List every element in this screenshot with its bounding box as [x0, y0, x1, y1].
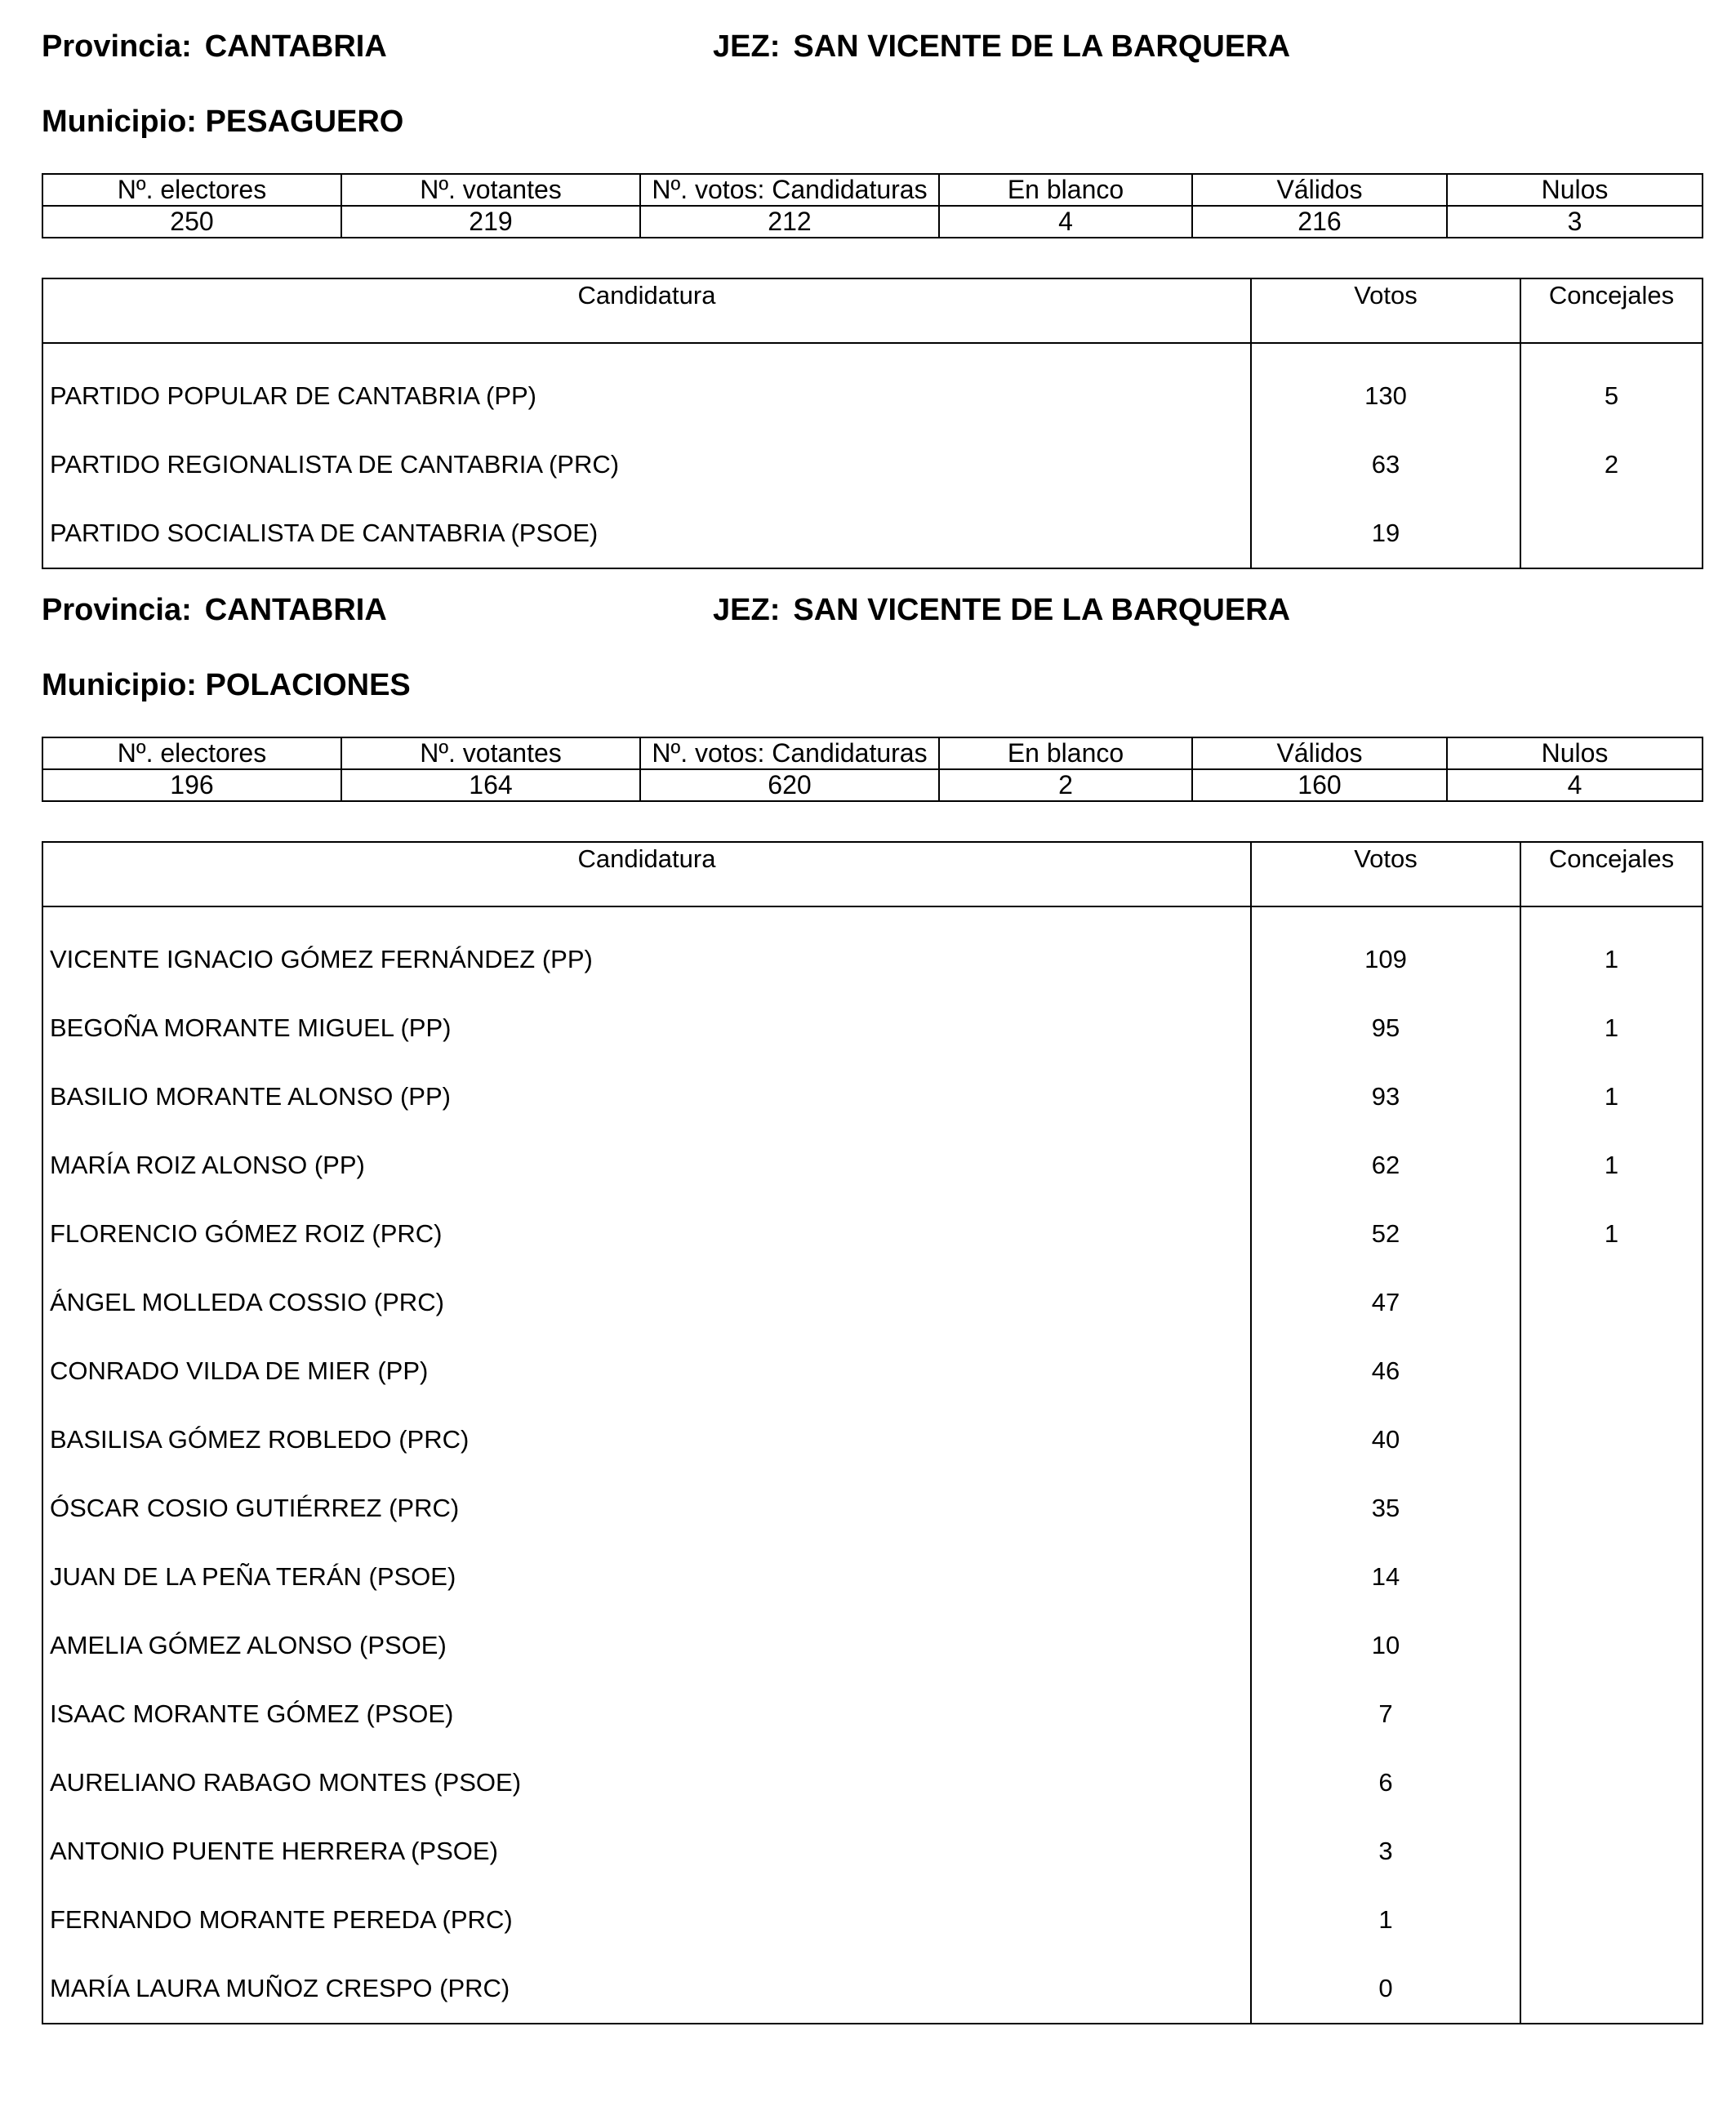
candidate-name: ÁNGEL MOLLEDA COSSIO (PRC)	[50, 1288, 444, 1316]
stats-header-cell: Nulos	[1447, 174, 1703, 206]
stats-table	[42, 737, 1703, 802]
table-row	[42, 1886, 1703, 1954]
candidate-concejales: 2	[1520, 430, 1703, 499]
candidate-name: ANTONIO PUENTE HERRERA (PSOE)	[50, 1837, 498, 1865]
candidate-votos: 47	[1251, 1268, 1520, 1337]
spacer-row	[42, 343, 1703, 362]
candidate-concejales	[1520, 1817, 1703, 1886]
candidates-table	[42, 841, 1703, 2024]
concejales-header: Concejales	[1520, 278, 1703, 343]
candidate-concejales: 5	[1520, 362, 1703, 430]
table-row	[42, 362, 1703, 430]
table-row	[42, 1954, 1703, 2024]
candidate-votos: 40	[1251, 1405, 1520, 1474]
stats-header-cell: Nº. electores	[42, 737, 341, 769]
candidate-name: BASILIO MORANTE ALONSO (PP)	[50, 1082, 451, 1111]
stats-value-cell: 164	[341, 769, 640, 801]
provincia-header: Provincia: CANTABRIA	[42, 593, 387, 627]
municipio-value: PESAGUERO	[205, 105, 404, 139]
stats-value-cell: 219	[341, 206, 640, 238]
stats-header-cell: Nº. votantes	[341, 737, 640, 769]
table-row	[42, 1748, 1703, 1817]
stats-value-cell: 4	[939, 206, 1192, 238]
candidate-concejales	[1520, 1543, 1703, 1611]
table-row	[42, 1680, 1703, 1748]
concejales-header: Concejales	[1520, 842, 1703, 906]
candidate-votos: 62	[1251, 1131, 1520, 1200]
candidate-votos: 1	[1251, 1886, 1520, 1954]
candidate-name: JUAN DE LA PEÑA TERÁN (PSOE)	[50, 1562, 456, 1591]
jez-value: SAN VICENTE DE LA BARQUERA	[793, 29, 1291, 64]
stats-header-cell: Nulos	[1447, 737, 1703, 769]
candidate-concejales	[1520, 1337, 1703, 1405]
candidate-name: MARÍA ROIZ ALONSO (PP)	[50, 1151, 365, 1179]
table-row	[42, 1268, 1703, 1337]
stats-value-cell: 2	[939, 769, 1192, 801]
candidate-concejales: 1	[1520, 994, 1703, 1062]
stats-header-row	[42, 174, 1703, 206]
candidate-name: PARTIDO SOCIALISTA DE CANTABRIA (PSOE)	[50, 519, 599, 547]
stats-value-row	[42, 206, 1703, 238]
candidate-concejales	[1520, 1886, 1703, 1954]
candidate-concejales: 1	[1520, 1200, 1703, 1268]
candidate-concejales	[1520, 1748, 1703, 1817]
candidate-votos: 19	[1251, 499, 1520, 568]
stats-header-cell: Nº. votos: Candidaturas	[640, 737, 939, 769]
candidate-name: PARTIDO POPULAR DE CANTABRIA (PP)	[50, 381, 537, 410]
stats-header-cell: Nº. votantes	[341, 174, 640, 206]
provincia-value: CANTABRIA	[204, 29, 387, 64]
votos-header: Votos	[1251, 842, 1520, 906]
provincia-header: Provincia: CANTABRIA	[42, 29, 387, 64]
municipio-header: Municipio: POLACIONES	[42, 668, 411, 702]
table-row	[42, 430, 1703, 499]
candidate-name: BEGOÑA MORANTE MIGUEL (PP)	[50, 1013, 452, 1042]
stats-value-cell: 620	[640, 769, 939, 801]
stats-value-row	[42, 769, 1703, 801]
candidates-table	[42, 278, 1703, 569]
table-row	[42, 925, 1703, 994]
jez-header: JEZ: SAN VICENTE DE LA BARQUERA	[713, 29, 1291, 64]
candidate-concejales: 1	[1520, 1131, 1703, 1200]
stats-header-cell: Nº. electores	[42, 174, 341, 206]
table-row	[42, 1543, 1703, 1611]
candidate-concejales	[1520, 1611, 1703, 1680]
candidate-votos: 130	[1251, 362, 1520, 430]
candidate-name: ÓSCAR COSIO GUTIÉRREZ (PRC)	[50, 1494, 460, 1522]
candidate-votos: 95	[1251, 994, 1520, 1062]
jez-value: SAN VICENTE DE LA BARQUERA	[793, 593, 1291, 627]
candidate-votos: 93	[1251, 1062, 1520, 1131]
stats-value-cell: 160	[1192, 769, 1447, 801]
table-row	[42, 1337, 1703, 1405]
candidate-votos: 46	[1251, 1337, 1520, 1405]
candidate-votos: 14	[1251, 1543, 1520, 1611]
candidate-concejales	[1520, 1474, 1703, 1543]
candidatura-header: Candidatura	[42, 842, 1251, 906]
candidate-name: AMELIA GÓMEZ ALONSO (PSOE)	[50, 1631, 447, 1659]
table-row	[42, 1405, 1703, 1474]
candidate-votos: 52	[1251, 1200, 1520, 1268]
candidate-name: ISAAC MORANTE GÓMEZ (PSOE)	[50, 1699, 454, 1728]
table-row	[42, 1131, 1703, 1200]
municipio-value: POLACIONES	[205, 668, 411, 702]
stats-value-cell: 196	[42, 769, 341, 801]
table-row	[42, 1062, 1703, 1131]
stats-header-cell: En blanco	[939, 174, 1192, 206]
stats-header-row	[42, 737, 1703, 769]
candidate-votos: 7	[1251, 1680, 1520, 1748]
stats-table	[42, 173, 1703, 238]
candidate-name: AURELIANO RABAGO MONTES (PSOE)	[50, 1768, 522, 1797]
candidate-votos: 109	[1251, 925, 1520, 994]
candidate-concejales	[1520, 1954, 1703, 2024]
candidate-votos: 35	[1251, 1474, 1520, 1543]
candidate-name: VICENTE IGNACIO GÓMEZ FERNÁNDEZ (PP)	[50, 945, 593, 973]
candidate-name: FERNANDO MORANTE PEREDA (PRC)	[50, 1905, 513, 1934]
table-row	[42, 1817, 1703, 1886]
candidate-concejales	[1520, 1680, 1703, 1748]
candidate-votos: 3	[1251, 1817, 1520, 1886]
candidatura-header: Candidatura	[42, 278, 1251, 343]
candidate-name: BASILISA GÓMEZ ROBLEDO (PRC)	[50, 1425, 470, 1454]
candidate-concejales: 1	[1520, 1062, 1703, 1131]
table-row	[42, 1611, 1703, 1680]
stats-value-cell: 212	[640, 206, 939, 238]
candidate-concejales	[1520, 1268, 1703, 1337]
stats-value-cell: 216	[1192, 206, 1447, 238]
stats-header-cell: En blanco	[939, 737, 1192, 769]
stats-header-cell: Válidos	[1192, 174, 1447, 206]
jez-header: JEZ: SAN VICENTE DE LA BARQUERA	[713, 593, 1291, 627]
candidates-header-row	[42, 842, 1703, 906]
table-row	[42, 994, 1703, 1062]
table-row	[42, 1474, 1703, 1543]
provincia-value: CANTABRIA	[204, 593, 387, 627]
candidate-name: CONRADO VILDA DE MIER (PP)	[50, 1356, 429, 1385]
spacer-row	[42, 906, 1703, 925]
candidate-name: PARTIDO REGIONALISTA DE CANTABRIA (PRC)	[50, 450, 620, 479]
municipio-header: Municipio: PESAGUERO	[42, 105, 404, 139]
stats-value-cell: 4	[1447, 769, 1703, 801]
candidate-concejales: 1	[1520, 925, 1703, 994]
votos-header: Votos	[1251, 278, 1520, 343]
stats-header-cell: Nº. votos: Candidaturas	[640, 174, 939, 206]
candidate-name: MARÍA LAURA MUÑOZ CRESPO (PRC)	[50, 1974, 510, 2002]
candidate-votos: 0	[1251, 1954, 1520, 2024]
candidate-votos: 10	[1251, 1611, 1520, 1680]
candidate-concejales	[1520, 1405, 1703, 1474]
candidate-name: FLORENCIO GÓMEZ ROIZ (PRC)	[50, 1219, 443, 1248]
stats-value-cell: 250	[42, 206, 341, 238]
table-row	[42, 499, 1703, 568]
candidate-votos: 63	[1251, 430, 1520, 499]
candidate-concejales	[1520, 499, 1703, 568]
stats-value-cell: 3	[1447, 206, 1703, 238]
stats-header-cell: Válidos	[1192, 737, 1447, 769]
candidate-votos: 6	[1251, 1748, 1520, 1817]
table-row	[42, 1200, 1703, 1268]
candidates-header-row	[42, 278, 1703, 343]
